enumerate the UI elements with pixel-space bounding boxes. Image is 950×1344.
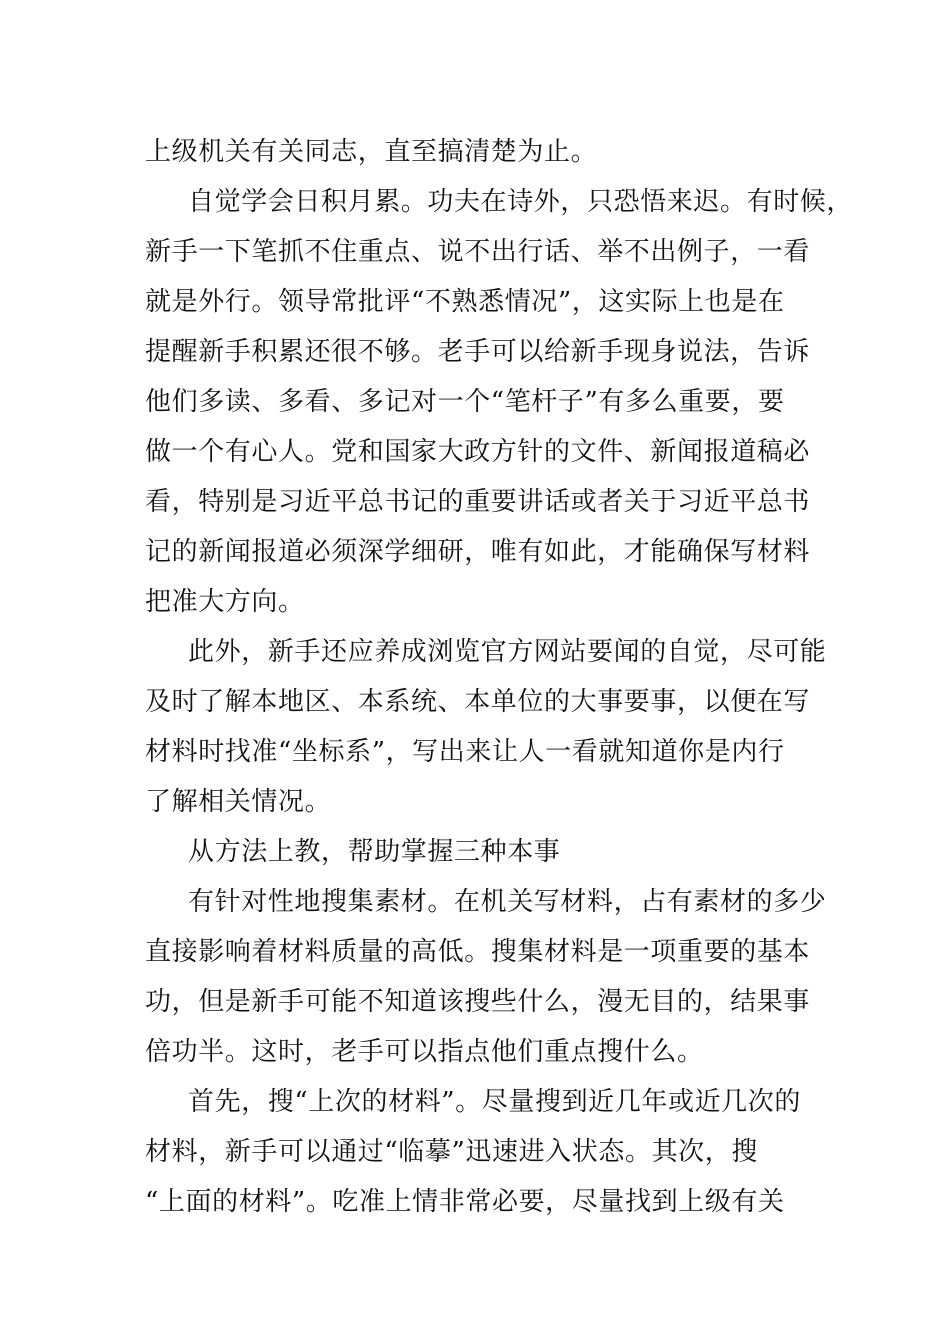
text-line: 上级机关有关同志，直至搞清楚为止。: [145, 137, 598, 167]
text-line: 倍功半。这时，老手可以指点他们重点搜什么。: [145, 1037, 704, 1067]
paragraph-first-line: 有针对性地搜集素材。在机关写材料，占有素材的多少: [188, 887, 827, 917]
text-line: 了解相关情况。: [145, 787, 332, 817]
text-line: 就是外行。领导常批评“不熟悉情况”，这实际上也是在: [145, 287, 785, 317]
paragraph-first-line: 首先，搜“上次的材料”。尽量搜到近几年或近几次的: [188, 1087, 801, 1117]
paragraph-first-line: 自觉学会日积月累。功夫在诗外，只恐悟来迟。有时候，: [188, 187, 854, 217]
text-line: 做一个有心人。党和国家大政方针的文件、新闻报道稿必: [145, 437, 811, 467]
text-line: 新手一下笔抓不住重点、说不出行话、举不出例子，一看: [145, 237, 811, 267]
text-line: 直接影响着材料质量的高低。搜集材料是一项重要的基本: [145, 937, 811, 967]
text-line: 材料时找准“坐标系”，写出来让人一看就知道你是内行: [145, 737, 785, 767]
text-line: 及时了解本地区、本系统、本单位的大事要事，以便在写: [145, 687, 811, 717]
text-line: 功，但是新手可能不知道该搜些什么，漫无目的，结果事: [145, 987, 811, 1017]
section-heading: 从方法上教，帮助掌握三种本事: [188, 837, 561, 867]
text-line: “上面的材料”。吃准上情非常必要，尽量找到上级有关: [145, 1187, 785, 1217]
text-line: 把准大方向。: [145, 587, 305, 617]
text-line: 看，特别是习近平总书记的重要讲话或者关于习近平总书: [145, 487, 811, 517]
paragraph-first-line: 此外，新手还应养成浏览官方网站要闻的自觉，尽可能: [188, 637, 827, 667]
text-line: 他们多读、多看、多记对一个“笔杆子”有多么重要，要: [145, 387, 785, 417]
text-line: 提醒新手积累还很不够。老手可以给新手现身说法，告诉: [145, 337, 811, 367]
text-line: 材料，新手可以通过“临摹”迅速进入状态。其次，搜: [145, 1137, 758, 1167]
text-line: 记的新闻报道必须深学细研，唯有如此，才能确保写材料: [145, 537, 811, 567]
